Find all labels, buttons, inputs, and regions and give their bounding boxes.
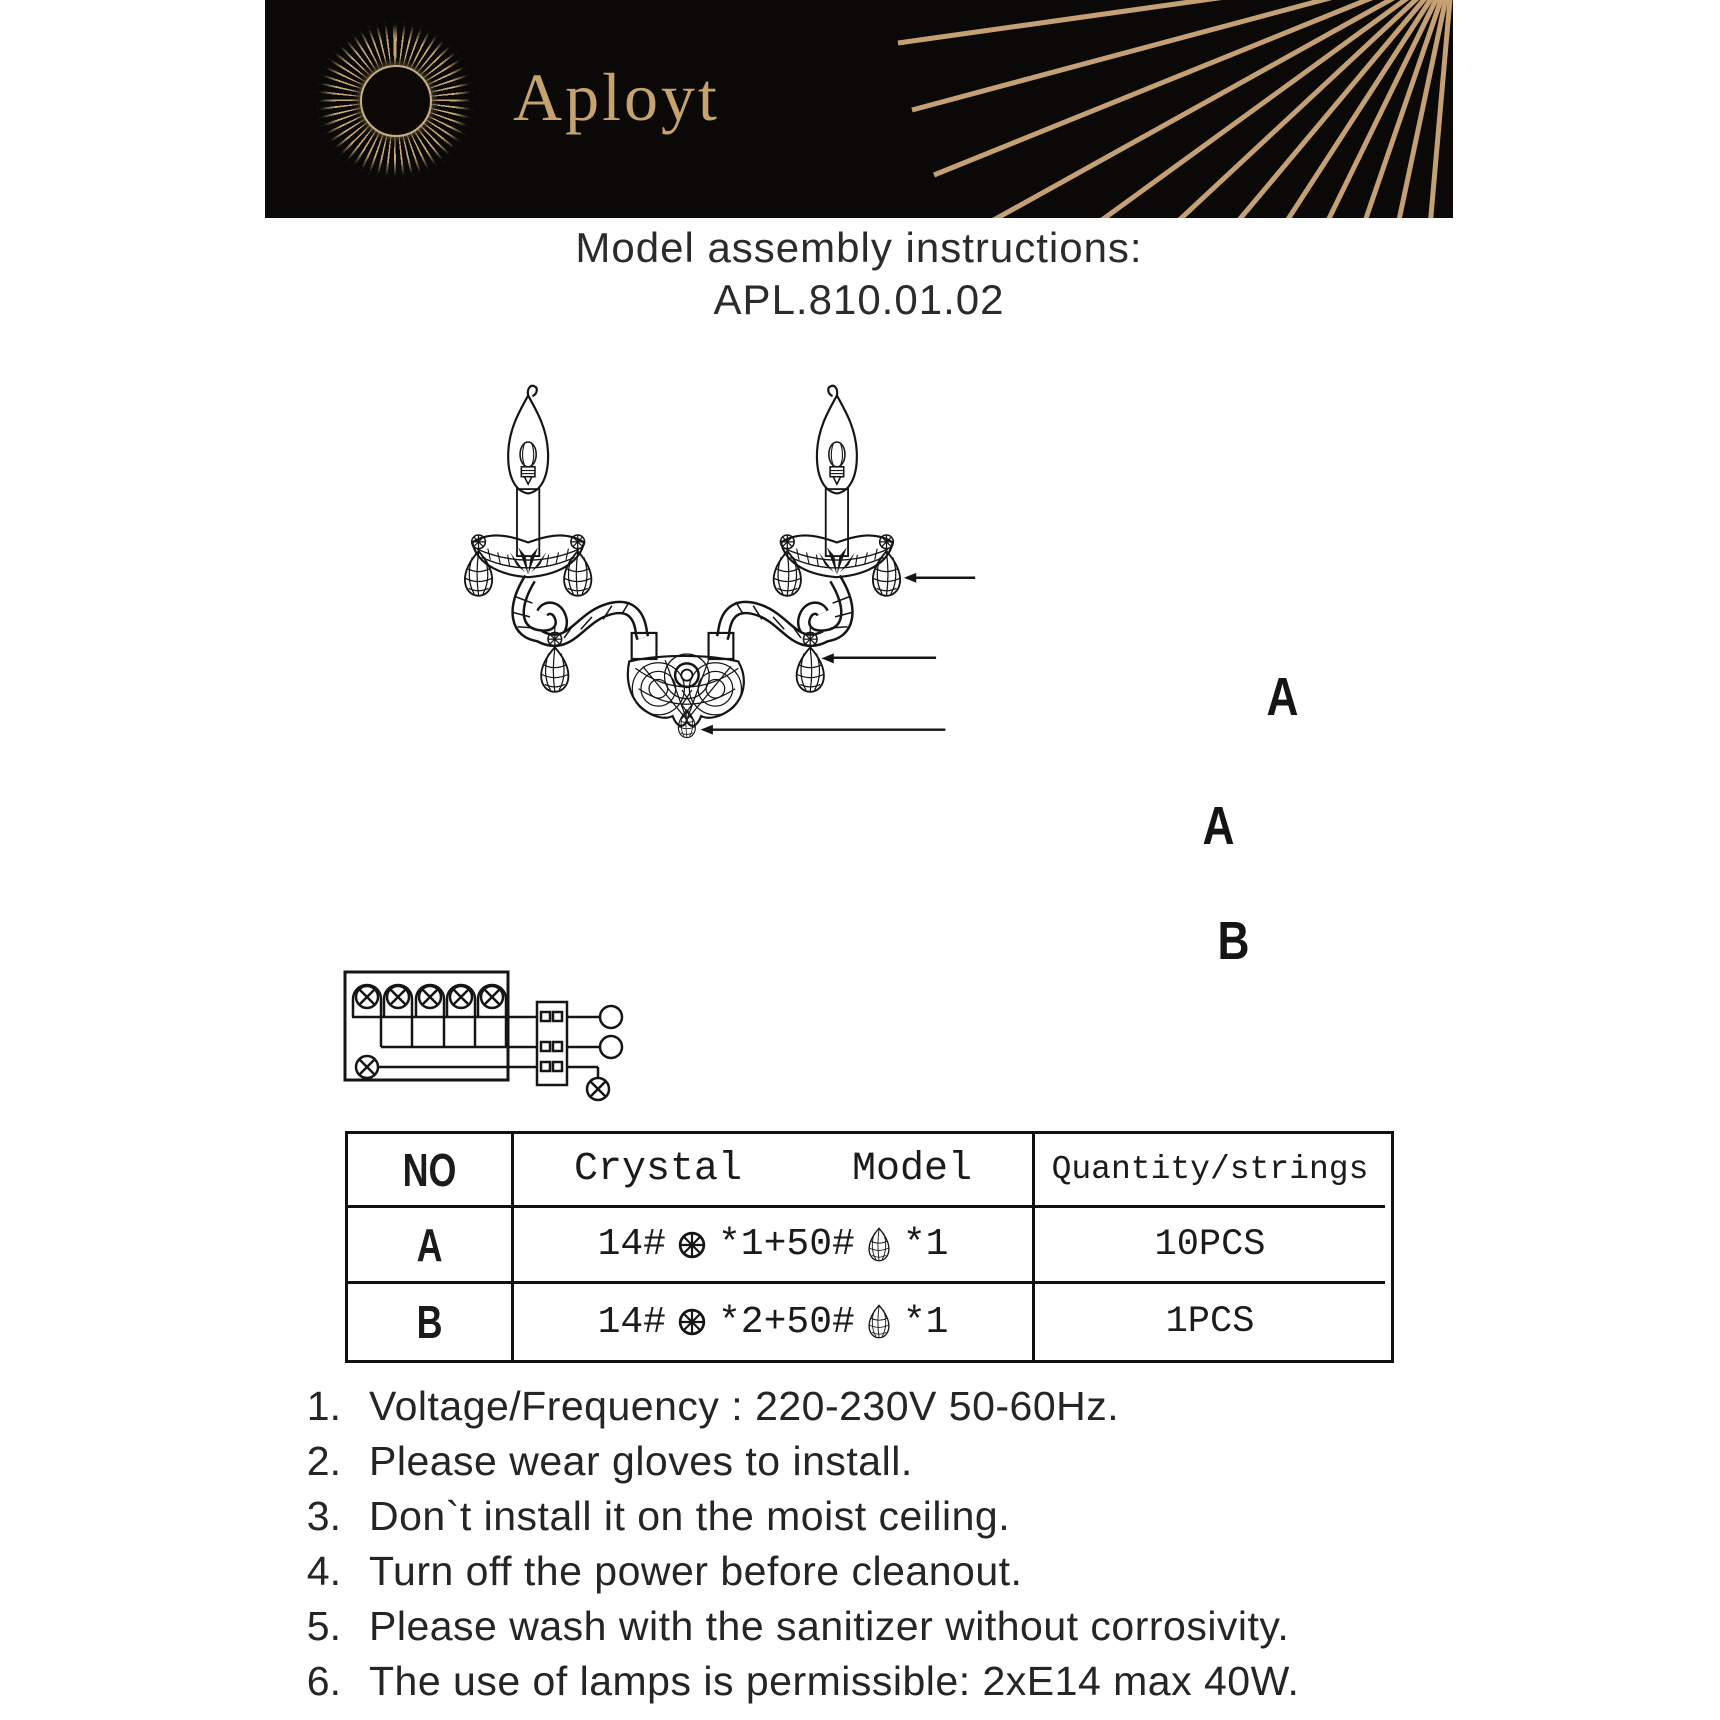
octagon-crystal-icon <box>678 1308 706 1336</box>
header-quantity: Quantity/strings <box>1035 1134 1385 1208</box>
model-number: APL.810.01.02 <box>713 276 1005 323</box>
octagon-crystal-icon <box>678 1231 706 1259</box>
row-b-qty: 1PCS <box>1165 1301 1255 1343</box>
row-a-no: A <box>348 1208 514 1284</box>
sunburst-logo-icon <box>317 22 473 178</box>
part-label-a1: A <box>1266 667 1298 727</box>
title-block <box>265 222 1453 326</box>
part-label-a2: A <box>1202 796 1234 856</box>
row-b-crystal: 14# *2+50# *1 <box>514 1284 1035 1360</box>
teardrop-crystal-icon <box>867 1304 891 1340</box>
crystal-spec-table <box>345 1131 1394 1363</box>
teardrop-crystal-icon <box>867 1227 891 1263</box>
page-title: Model assembly instructions: <box>575 224 1143 271</box>
brand-name: Aployt <box>513 59 720 135</box>
row-a-qty: 10PCS <box>1035 1208 1385 1284</box>
part-label-b: B <box>1217 911 1249 971</box>
row-a-crystal: 14# *1+50# *1 <box>514 1208 1035 1284</box>
header-no: NO <box>348 1134 514 1208</box>
wiring-diagram <box>330 950 650 1110</box>
note-item: 5. Please wash with the sanitizer without corrosivity. <box>306 1603 1290 1649</box>
row-b-no: B <box>348 1284 514 1360</box>
note-item: 6. The use of lamps is permissible: 2xE14 max 40W. <box>306 1658 1300 1704</box>
sconce-assembly-drawing <box>380 380 1300 1000</box>
note-item: 3. Don`t install it on the moist ceiling. <box>306 1493 1011 1539</box>
header-crystal-model: Crystal Model <box>514 1134 1035 1208</box>
note-item: 4. Turn off the power before cleanout. <box>306 1548 1023 1594</box>
brand-banner <box>265 0 1453 218</box>
note-item: 2. Please wear gloves to install. <box>306 1438 913 1484</box>
note-item: 1. Voltage/Frequency : 220-230V 50-60Hz. <box>306 1383 1120 1429</box>
instruction-notes <box>285 1383 1485 1713</box>
